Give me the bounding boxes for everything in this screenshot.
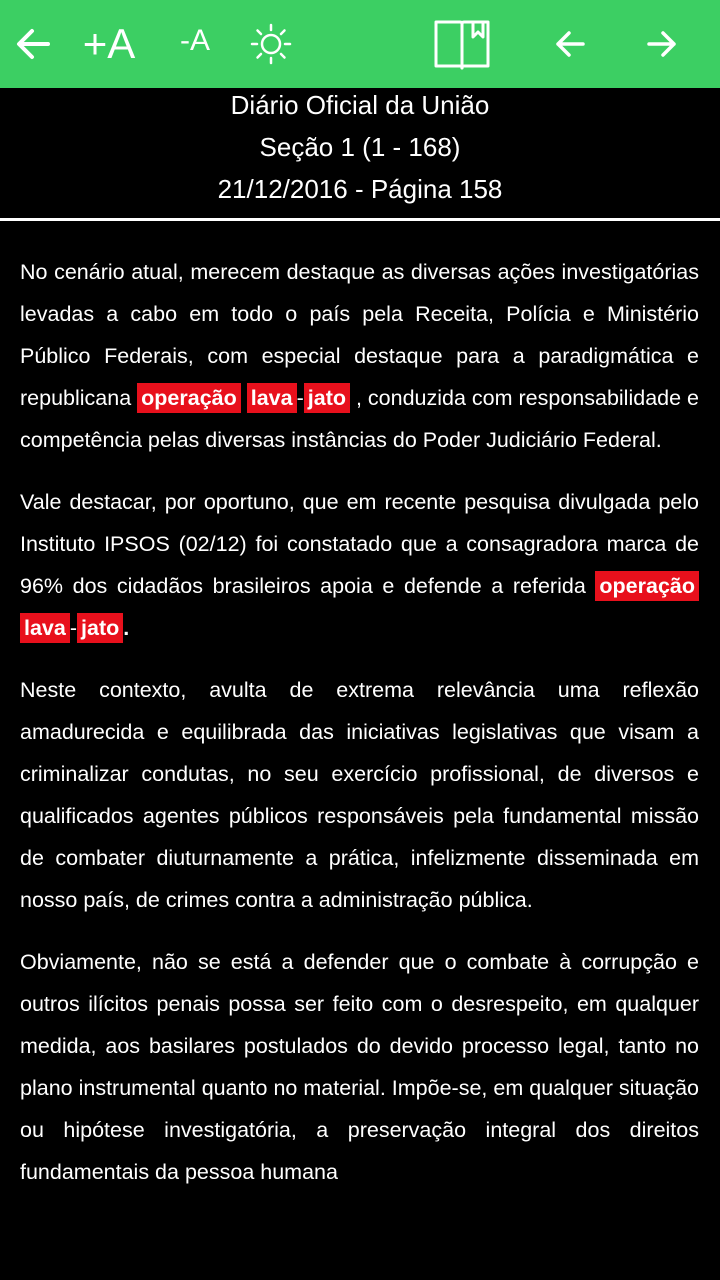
- document-text: [20, 222, 699, 1280]
- paragraph-2-text-b: .: [123, 616, 130, 640]
- paragraph-1-text-a: No cenário atual, merecem destaque as diversas ações investigatórias levadas a cabo em todo o país pela Receita, Polícia e Ministério Público Federais, com especial destaque para a paradigmática e republicana: [20, 260, 699, 410]
- previous-page-button[interactable]: [548, 0, 592, 88]
- next-page-button[interactable]: [640, 0, 684, 88]
- paragraph-1: No cenário atual, merecem destaque as diversas ações investigatórias levadas a cabo em todo o país pela Receita, Polícia e Ministério Público Federais, com especial destaque para a paradigmática e republicana operação lava - jato , conduzida com responsabilidade e competência pelas diversas instâncias do Poder Judiciário Federal.: [20, 260, 699, 452]
- paragraph-1-text-b: , conduzida com responsabilidade e competência pelas diversas instâncias do Poder Judiciário Federal.: [20, 386, 699, 452]
- search-highlight: jato: [304, 383, 350, 413]
- increase-font-label: +A: [82, 20, 136, 67]
- paragraph-2: Vale destacar, por oportuno, que em recente pesquisa divulgada pelo Instituto IPSOS (02/12) foi constatado que a consagradora marca de 96% dos cidadãos brasileiros apoia e defende a referida operação lava - jato .: [20, 481, 699, 649]
- paragraph-3: Neste contexto, avulta de extrema relevância uma reflexão amadurecida e equilibrada das iniciativas legislativas que visam a criminalizar condutas, no seu exercício profissional, de diversos e qualificados agentes públicos responsáveis pela fundamental missão de combater diuturnamente a prática, infelizmente disseminada em nosso país, de crimes contra a administração pública.: [20, 678, 699, 912]
- search-highlight: lava: [247, 383, 297, 413]
- arrow-left-icon: [14, 25, 52, 63]
- search-highlight: operação: [137, 383, 241, 413]
- decrease-font-button[interactable]: [172, 0, 218, 88]
- document-section: Seção 1 (1 - 168): [259, 132, 461, 162]
- document-date-page: 21/12/2016 - Página 158: [217, 174, 503, 204]
- brightness-button[interactable]: [248, 0, 294, 88]
- document-header: [0, 88, 720, 218]
- paragraph-4: Obviamente, não se está a defender que o combate à corrupção e outros ilícitos penais possa ser feito com o desrespeito, em qualquer medida, aos basilares postulados do devido processo legal, tanto no plano instrumental quanto no material. Impõe-se, em qualquer situação ou hipótese investigatória, a preservação integral dos direitos fundamentais da pessoa humana: [20, 950, 699, 1184]
- search-highlight: operação: [595, 571, 699, 601]
- back-button[interactable]: [10, 0, 56, 88]
- header-divider: [0, 218, 720, 221]
- bookmark-button[interactable]: [432, 0, 492, 88]
- increase-font-button[interactable]: [76, 0, 142, 88]
- arrow-right-icon: [645, 27, 679, 61]
- search-highlight: jato: [77, 613, 123, 643]
- sun-icon: [250, 23, 292, 65]
- reader-toolbar: [0, 0, 720, 88]
- book-bookmark-icon: [433, 17, 491, 71]
- arrow-left-icon: [553, 27, 587, 61]
- search-highlight: lava: [20, 613, 70, 643]
- decrease-font-label: -A: [180, 24, 210, 57]
- paragraph-2-text-a: Vale destacar, por oportuno, que em recente pesquisa divulgada pelo Instituto IPSOS (02/12) foi constatado que a consagradora marca de 96% dos cidadãos brasileiros apoia e defende a referida: [20, 490, 699, 598]
- document-title: Diário Oficial da União: [230, 90, 490, 120]
